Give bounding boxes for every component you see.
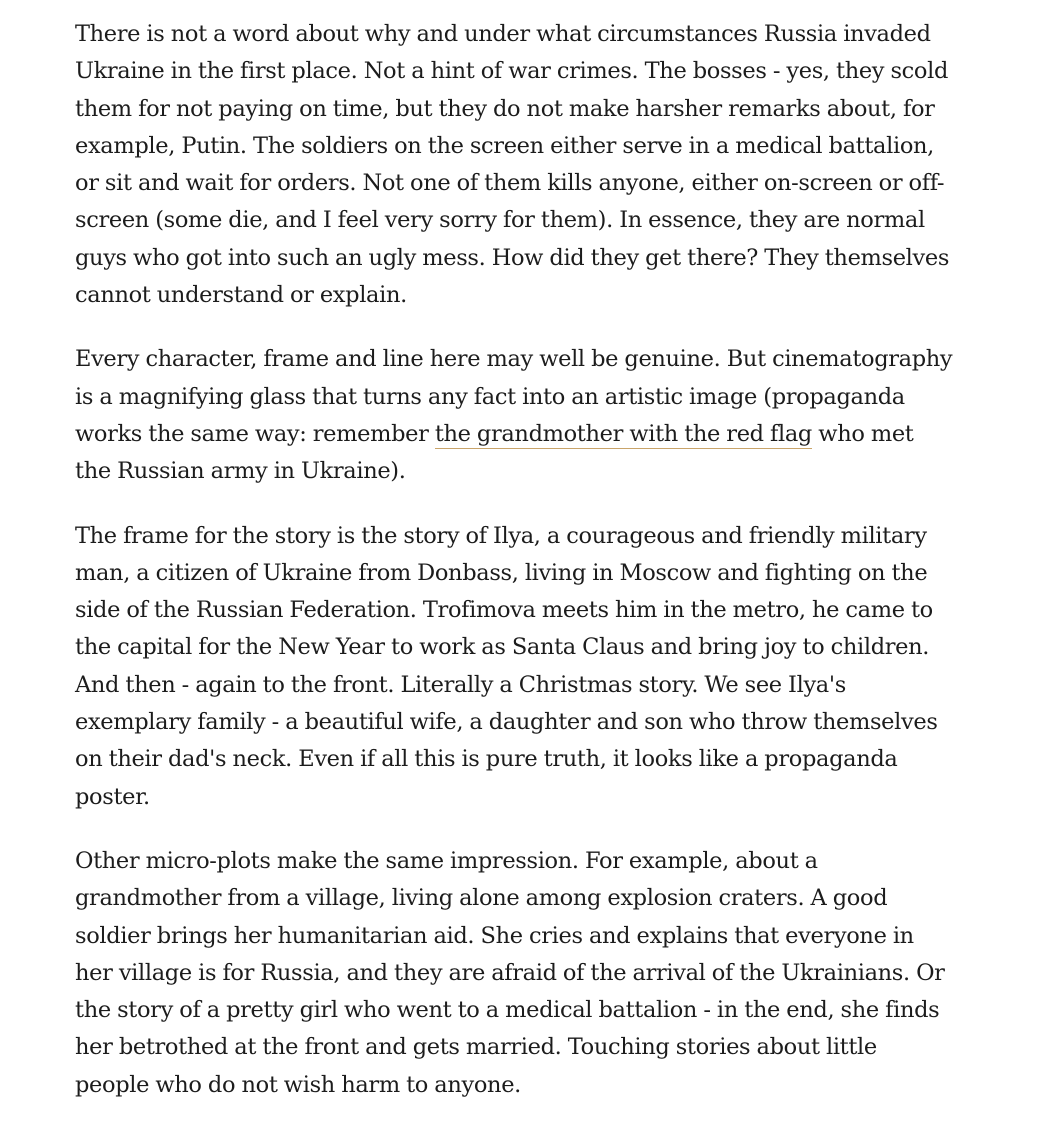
article-body — [75, 16, 955, 1131]
paragraph-2 — [75, 341, 955, 490]
paragraph-3: The frame for the story is the story of Ilya, a courageous and friendly military man, a citizen of Ukraine from Donbass, living in Moscow and fighting on the side of the Russian Federation. Trofimova meets him in the metro, he came to the capital for the New Year to work as Santa Claus and bring joy to children. And then - again to the front. Literally a Christmas story. We see Ilya's exemplary family - a beautiful wife, a daughter and son who throw themselves on their dad's neck. Even if all this is pure truth, it looks like a propaganda poster. — [75, 522, 938, 810]
paragraph-2-text-after-link: who met the Russian army in Ukraine). — [75, 420, 914, 485]
paragraph-4: Other micro-plots make the same impression. For example, about a grandmother from a village, living alone among explosion craters. A good soldier brings her humanitarian aid. She cries and explains that everyone in her village is for Russia, and they are afraid of the arrival of the Ukrainians. Or the story of a pretty girl who went to a medical battalion - in the end, she finds her betrothed at the front and gets married. Touching stories about little people who do not wish harm to anyone. — [75, 847, 945, 1098]
paragraph-1: There is not a word about why and under what circumstances Russia invaded Ukraine in the first place. Not a hint of war crimes. The bosses - yes, they scold them for not paying on time, but they do not make harsher remarks about, for example, Putin. The soldiers on the screen either serve in a medical battalion, or sit and wait for orders. Not one of them kills anyone, either on-screen or off-screen (some die, and I feel very sorry for them). In essence, they are normal guys who got into such an ugly mess. How did they get there? They themselves cannot understand or explain. — [75, 21, 950, 309]
red-flag-grandmother-link[interactable]: the grandmother with the red flag — [434, 420, 812, 447]
paragraph-2-text-before-link: Every character, frame and line here may well be genuine. But cinematography is a magnifying glass that turns any fact into an artistic image (propaganda works the same way: remember — [75, 346, 953, 447]
